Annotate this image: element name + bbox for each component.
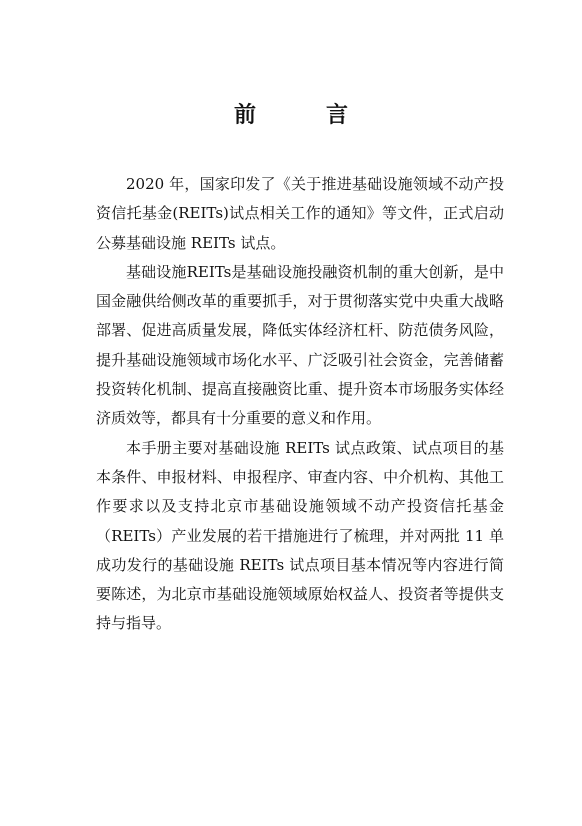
paragraph-2: 基础设施REITs是基础设施投融资机制的重大创新，是中国金融供给侧改革的重要抓手，对于贯彻落实党中央重大战略部署、促进高质量发展，降低实体经济杠杆、防范债务风险，提升基础设施领域市场化水平、广泛吸引社会资金，完善储蓄投资转化机制、提高直接融资比重、提升资本市场服务实体经济质效等，都具有十分重要的意义和作用。 xyxy=(96,262,504,428)
paragraph-3: 本手册主要对基础设施 REITs 试点政策、试点项目的基本条件、申报材料、申报程序、审查内容、中介机构、其他工作要求以及支持北京市基础设施领域不动产投资信托基金（REITs）产业发展的若干措施进行了梳理，并对两批 11 单成功发行的基础设施 REITs 试点项目基本情况等内容进行简要陈述，为北京市基础设施领域原始权益人、投资者等提供支持与指导。 xyxy=(96,438,504,633)
page-title: 前 言 xyxy=(233,102,372,128)
paragraph-1: 2020 年，国家印发了《关于推进基础设施领域不动产投资信托基金(REITs)试点相关工作的通知》等文件，正式启动公募基础设施 REITs 试点。 xyxy=(96,175,504,252)
preface-body xyxy=(96,170,504,639)
